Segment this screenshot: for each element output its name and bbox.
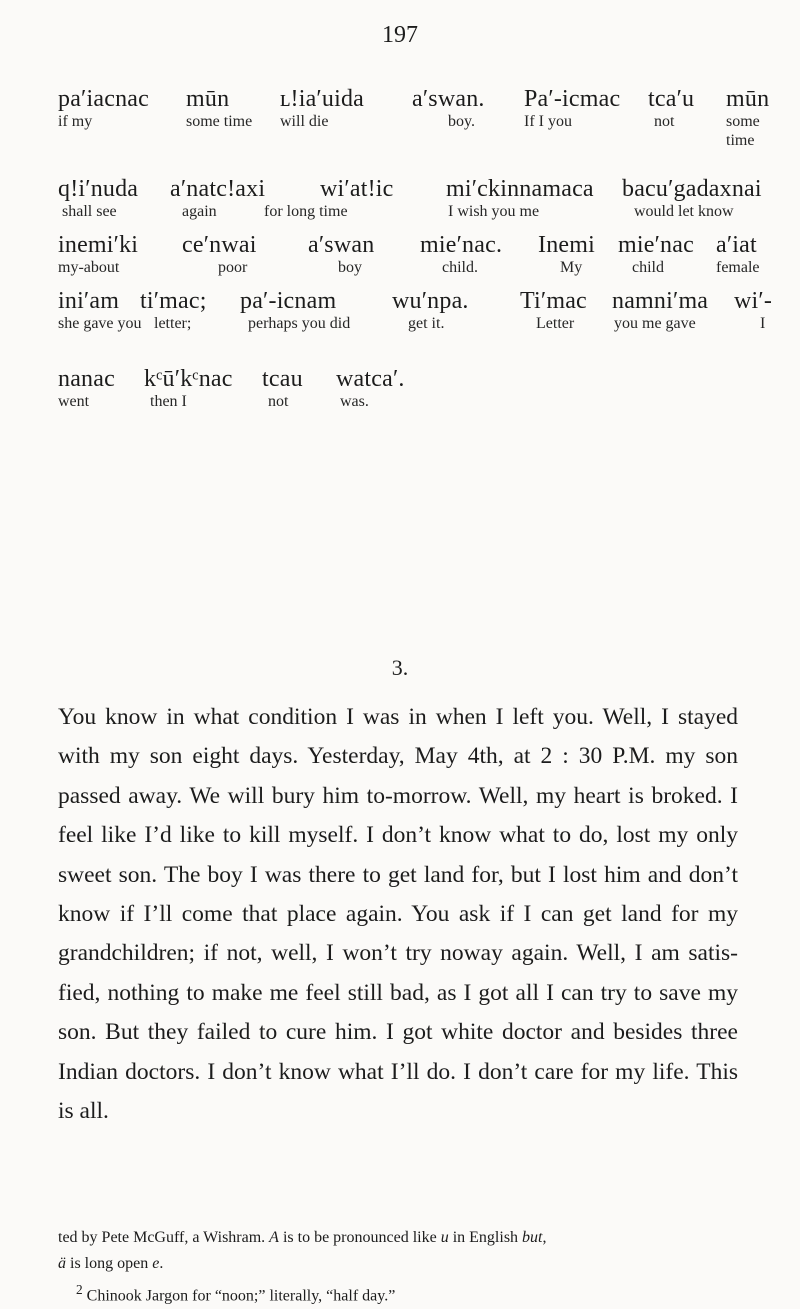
gloss-word xyxy=(392,288,469,334)
native-word: wi′at!ic xyxy=(320,176,394,202)
gloss-word xyxy=(308,232,374,278)
gloss-line xyxy=(0,232,800,292)
native-word: a′swan. xyxy=(412,86,485,112)
phonetic-example: e xyxy=(152,1255,160,1272)
native-word: Inemi xyxy=(538,232,595,258)
english-gloss: perhaps you did xyxy=(248,315,351,332)
english-gloss: some time xyxy=(186,113,253,130)
gloss-word xyxy=(264,176,394,222)
english-gloss: if my xyxy=(58,113,93,130)
gloss-word xyxy=(420,232,502,278)
english-gloss: boy. xyxy=(448,113,475,130)
native-word: Pa′-icmac xyxy=(524,86,621,112)
gloss-word xyxy=(612,288,708,334)
english-example-word: but xyxy=(522,1229,543,1246)
english-gloss: for long time xyxy=(264,203,348,220)
native-word: ini′am xyxy=(58,288,120,314)
gloss-word xyxy=(622,176,762,222)
native-word: tca′u xyxy=(648,86,695,112)
native-word: watca′. xyxy=(336,366,405,392)
english-gloss: again xyxy=(182,203,217,220)
native-word: tcau xyxy=(262,366,303,392)
gloss-word xyxy=(446,176,594,222)
english-gloss: not xyxy=(654,113,675,130)
gloss-word xyxy=(538,232,595,278)
footnote-text: is long open xyxy=(70,1255,149,1272)
gloss-word xyxy=(520,288,587,334)
page-number: 197 xyxy=(382,22,418,48)
english-gloss: then I xyxy=(150,393,187,410)
native-word: pa′-icnam xyxy=(240,288,337,314)
native-word: a′iat xyxy=(716,232,757,258)
english-gloss: shall see xyxy=(62,203,117,220)
english-gloss: I wish you me xyxy=(448,203,540,220)
native-word: mi′ckinnamaca xyxy=(446,176,594,202)
native-word: kᶜū′kᶜnac xyxy=(144,366,233,392)
english-gloss: If I you xyxy=(524,113,572,130)
gloss-line xyxy=(0,366,800,426)
gloss-word xyxy=(58,288,148,334)
gloss-word xyxy=(170,176,265,222)
gloss-line xyxy=(0,288,800,348)
english-gloss: female xyxy=(716,259,760,276)
native-word: a′swan xyxy=(308,232,375,258)
gloss-word xyxy=(58,232,138,278)
native-word: mie′nac. xyxy=(420,232,503,258)
gloss-word xyxy=(726,86,770,150)
footnote-text: in English xyxy=(452,1229,519,1246)
english-gloss: will die xyxy=(280,113,329,130)
gloss-word xyxy=(412,86,485,132)
native-word: ʟ!ia′uida xyxy=(280,86,364,112)
gloss-word xyxy=(182,232,257,278)
native-word: ce′nwai xyxy=(182,232,257,258)
gloss-word xyxy=(524,86,620,132)
gloss-line xyxy=(0,176,800,236)
english-gloss: was. xyxy=(340,393,369,410)
footnote-marker: 2 xyxy=(76,1282,83,1297)
translation-paragraph: You know in what condition I was in when I left you. Well, I stayed with my son eight days. Yesterday, May 4th, at 2 : 30 P.M. my son passed away. We will bury him to-morrow. Well, my heart is broked. I feel like I’d like to kill myself. I don’t know what to do, lost my only sweet son. The boy I was there to get land for, but I lost him and don’t know if I’ll come that place again. You ask if I can get land for my grandchildren; if not, well, I won’t try noway again. Well, I am satisfied, nothing to make me feel still bad, as I got all I can try to save my son. But they failed to cure him. I got white doctor and besides three Indian doctors. I don’t know what I’ll do. I don’t care for my life. This is all. xyxy=(58,704,738,1125)
phonetic-symbol: A xyxy=(269,1229,279,1246)
gloss-word xyxy=(58,176,138,222)
gloss-word xyxy=(648,86,694,132)
native-word: wi′- xyxy=(734,288,773,314)
gloss-word xyxy=(58,366,115,412)
footnote-text: is to be pronounced like xyxy=(282,1229,437,1246)
section-number: 3. xyxy=(391,655,409,680)
gloss-word xyxy=(58,86,149,132)
phonetic-example: u xyxy=(440,1229,449,1246)
gloss-word xyxy=(734,288,772,334)
gloss-word xyxy=(336,366,405,412)
gloss-word xyxy=(716,232,760,278)
footnotes xyxy=(58,1225,748,1309)
gloss-word xyxy=(186,86,252,132)
native-word: nanac xyxy=(58,366,115,392)
gloss-word xyxy=(262,366,303,412)
native-word: inemi′ki xyxy=(58,232,139,258)
footnote-text: ted by Pete McGuff, a Wishram. xyxy=(58,1229,266,1246)
footnote-continuation: ä is long open e. xyxy=(58,1255,164,1272)
english-gloss: went xyxy=(58,393,90,410)
native-word: mūn xyxy=(726,86,770,112)
gloss-word xyxy=(618,232,694,278)
gloss-word xyxy=(240,288,350,334)
english-gloss: child. xyxy=(442,259,478,276)
native-word: a′natc!axi xyxy=(170,176,266,202)
native-word: Ti′mac xyxy=(520,288,587,314)
english-gloss: would let know xyxy=(634,203,734,220)
native-word: bacu′gadaxnai xyxy=(622,176,762,202)
english-gloss: get it. xyxy=(408,315,445,332)
native-word: pa′iacnac xyxy=(58,86,149,112)
english-gloss: Letter xyxy=(536,315,575,332)
native-word: wu′npa. xyxy=(392,288,469,314)
native-word: mūn xyxy=(186,86,230,112)
english-gloss: some time xyxy=(726,113,760,149)
english-gloss: child xyxy=(632,259,664,276)
english-gloss: you me gave xyxy=(614,315,696,332)
english-gloss: not xyxy=(268,393,289,410)
native-word: ti′mac; xyxy=(140,288,207,314)
native-word: namni′ma xyxy=(612,288,709,314)
english-gloss: my-about xyxy=(58,259,120,276)
english-gloss: My xyxy=(560,259,583,276)
phonetic-symbol: ä xyxy=(58,1255,66,1272)
gloss-word xyxy=(140,288,207,334)
english-gloss: boy xyxy=(338,259,362,276)
gloss-word xyxy=(144,366,233,412)
native-word: q!i′nuda xyxy=(58,176,139,202)
footnote-continuation: ted by Pete McGuff, a Wishram. A is to be pronounced like u in English but, xyxy=(58,1229,547,1246)
english-gloss: she gave you xyxy=(58,315,142,332)
english-gloss: poor xyxy=(218,259,248,276)
english-gloss: I xyxy=(760,315,766,332)
english-gloss: letter; xyxy=(154,315,192,332)
footnote-2 xyxy=(58,1277,748,1309)
gloss-word xyxy=(280,86,364,132)
native-word: mie′nac xyxy=(618,232,694,258)
footnote-text: Chinook Jargon for “noon;” literally, “half day.” xyxy=(86,1287,396,1305)
gloss-line xyxy=(0,86,800,149)
